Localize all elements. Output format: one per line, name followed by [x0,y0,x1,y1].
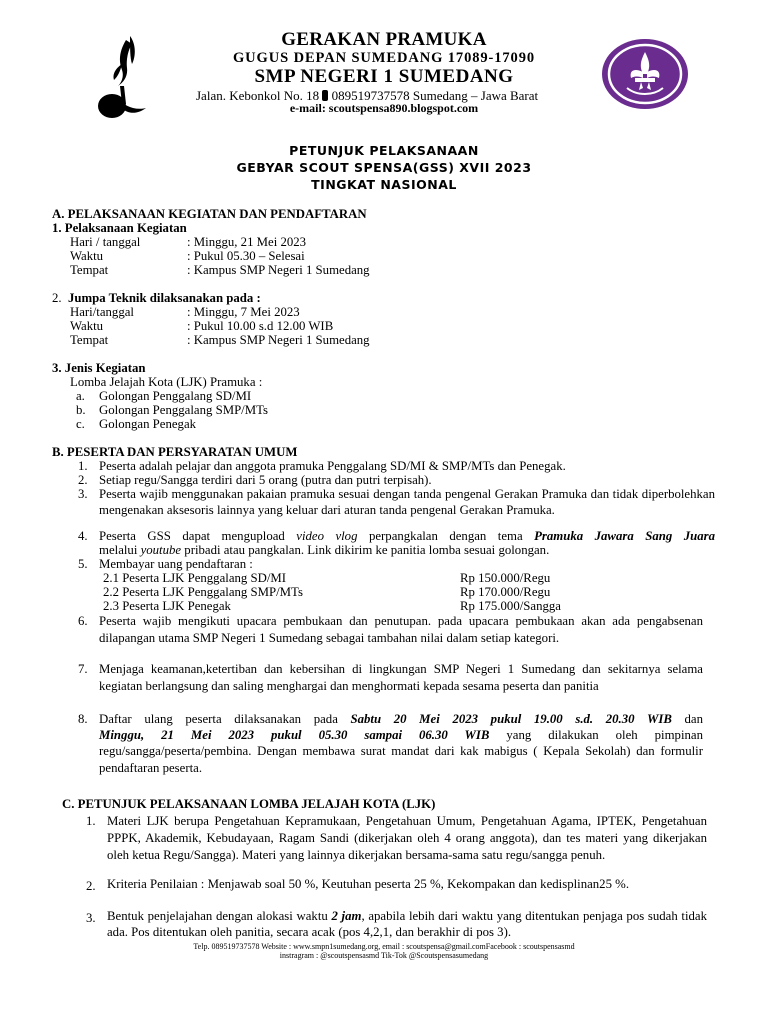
b8-text-b: Sabtu 20 Mei 2023 pukul 19.00 s.d. 20.30 WIB [350,712,672,726]
b8-text-c: dan [671,712,703,726]
b4-text-g: pribadi atau pangkalan. Link dikirim ke panitia lomba sesuai golongan. [181,543,550,557]
b-num: 5. [78,557,88,571]
b8-text-a: Daftar ulang peserta dilaksanakan pada [99,712,351,726]
s1-waktu-value: : Pukul 05.30 – Selesai [187,249,305,263]
school-name: SMP NEGERI 1 SUMEDANG [254,66,514,87]
b-num: 4. [78,529,88,543]
b-item-8-line1 [99,711,703,727]
s1-tempat-value: : Kampus SMP Negeri 1 Sumedang [187,263,370,277]
s2-hari-label: Hari/tanggal [70,305,134,319]
s2-hari-value: : Minggu, 7 Mei 2023 [187,305,300,319]
s1-waktu-label: Waktu [70,249,104,263]
doc-title-line3: TINGKAT NASIONAL [311,177,457,192]
s3-heading: 3. Jenis Kegiatan [52,361,146,375]
section-b-heading: B. PESERTA DAN PERSYARATAN UMUM [52,445,298,459]
b4-text-b: video vlog [296,529,358,543]
b4-text-a: Peserta GSS dapat mengupload [99,529,297,543]
fee-price: Rp 150.000/Regu [460,571,551,585]
doc-title-line1: PETUNJUK PELAKSANAAN [289,143,479,158]
fee-label: 2.2 Peserta LJK Penggalang SMP/MTs [103,585,303,599]
c-num: 2. [86,879,96,893]
b4-text-f: youtube [140,543,182,557]
s1-hari-label: Hari / tanggal [70,235,141,249]
fee-label: 2.1 Peserta LJK Penggalang SD/MI [103,571,287,585]
s2-number: 2. [52,291,62,305]
footer-contact: Telp. 089519737578 Website : www.smpn1sumedang.org, email : scoutspensa@gmail.comFacebook : scoutspensasmd [193,942,575,951]
email-line: e-mail: scoutspensa890.blogspot.com [289,101,479,115]
b8-text-e: yang dilakukan oleh pimpinan [489,728,703,742]
b-item-1: Peserta adalah pelajar dan anggota pramuka Penggalang SD/MI & SMP/MTs dan Penegak. [99,459,566,473]
b4-text-d: Pramuka Jawara Sang Juara [534,529,716,543]
b-item-8-line2 [99,727,703,743]
b-num: 3. [78,487,88,501]
b-item-3: Peserta wajib menggunakan pakaian pramuka sesuai dengan tanda pengenal Gerakan Pramuka dan tidak diperbolehkan mengenakan aksesoris lainnya yang keluar dari aturan tanda pengenal Gerakan Pramuka. [99,487,715,517]
b-num: 2. [78,473,88,487]
section-a-heading: A. PELAKSANAAN KEGIATAN DAN PENDAFTARAN [52,207,367,221]
b-num: 6. [78,614,88,628]
c3-text-b: 2 jam [331,909,362,923]
address-street: Jalan. Kebonkol No. 18 [196,88,320,103]
doc-title-line2: GEBYAR SCOUT SPENSA(GSS) XVII 2023 [236,160,532,175]
section-c-heading: C. PETUNJUK PELAKSANAAN LOMBA JELAJAH KOTA (LJK) [62,797,436,811]
footer-social: instragram : @scoutspensasmd Tik-Tok @Scoutspensasumedang [279,951,489,960]
s1-heading: 1. Pelaksanaan Kegiatan [52,221,187,235]
fee-price: Rp 175.000/Sangga [460,599,561,613]
fee-price: Rp 170.000/Regu [460,585,551,599]
s3-item-letter: b. [76,403,86,417]
b-item-5: Membayar uang pendaftaran : [99,557,253,571]
c-item-2: Kriteria Penilaian : Menjawab soal 50 %, Keutuhan peserta 25 %, Kekompakan dan kedisplinan25 %. [107,877,630,891]
s3-item-text: Golongan Penegak [99,417,197,431]
org-name: GERAKAN PRAMUKA [281,29,487,50]
s3-item-text: Golongan Penggalang SMP/MTs [99,403,269,417]
b4-text-c: perpangkalan dengan tema [357,529,535,543]
wosm-emblem-logo [601,38,689,110]
b-num: 8. [78,712,88,726]
c-num: 3. [86,911,96,925]
s3-intro: Lomba Jelajah Kota (LJK) Pramuka : [70,375,263,389]
c3-text-c: , apabila lebih dari waktu yang ditentukan penjaga pos sudah tidak ada. Pos ditentukan oleh panitia, secara acak (pos 4,2,1, dan berakhir di pos 3). [107,909,707,939]
c3-text-a: Bentuk penjelajahan dengan alokasi waktu [107,909,332,923]
address-phone-city: 089519737578 Sumedang – Jawa Barat [331,88,539,103]
s1-hari-value: : Minggu, 21 Mei 2023 [187,235,307,249]
s3-item-text: Golongan Penggalang SD/MI [99,389,252,403]
phone-icon [322,90,328,101]
c-item-1: Materi LJK berupa Pengetahuan Kepramukaan, Pengetahuan Umum, Pengetahuan Agama, IPTEK, Pengetahuan PPPK, Akademik, Kebudayaan, Ragam Sandi (dikerjakan oleh 4 orang anggota), dan tes materi yang dikerjakan oleh ketua Regu/Sangga). Materi yang lainnya dikerjakan bersama-sama satu regu/sangga penuh. [107,814,707,862]
s2-waktu-value: : Pukul 10.00 s.d 12.00 WIB [187,319,334,333]
b-item-8-rest: regu/sangga/peserta/pembina. Dengan membawa surat mandat dari kak mabigus ( Kepala Sekolah) dan formulir pendaftaran peserta. [99,744,703,775]
fee-label: 2.3 Peserta LJK Penegak [103,599,231,613]
c-num: 1. [86,814,96,828]
s1-tempat-label: Tempat [70,263,109,277]
s2-tempat-label: Tempat [70,333,109,347]
s2-waktu-label: Waktu [70,319,104,333]
s2-heading: Jumpa Teknik dilaksanakan pada : [68,291,261,305]
s2-tempat-value: : Kampus SMP Negeri 1 Sumedang [187,333,370,347]
s3-item-letter: a. [76,389,85,403]
gugus-depan: GUGUS DEPAN SUMEDANG 17089-17090 [232,50,536,66]
b-num: 1. [78,459,88,473]
s3-item-letter: c. [76,417,85,431]
b-item-6: Peserta wajib mengikuti upacara pembukaan dan penutupan. pada upacara pembukaan akan ada pengabsenan dilapangan utama SMP Negeri 1 Sumedang sebagai tambahan nilai dalam setiap kategori. [99,614,703,645]
b-num: 7. [78,662,88,676]
b-item-7: Menjaga keamanan,ketertiban dan kebersihan di lingkungan SMP Negeri 1 Sumedang dan sekitarnya selama kegiatan berlangsung dan saling menghargai dan menghormati kepada sesama peserta dan panitia [99,662,703,693]
c-item-3 [107,908,707,940]
b8-text-d: Minggu, 21 Mei 2023 pukul 05.30 sampai 06.30 WIB [99,728,490,742]
b4-text-e: melalui [99,543,141,557]
b-item-2: Setiap regu/Sangga terdiri dari 5 orang (putra dan putri terpisah). [99,473,432,487]
